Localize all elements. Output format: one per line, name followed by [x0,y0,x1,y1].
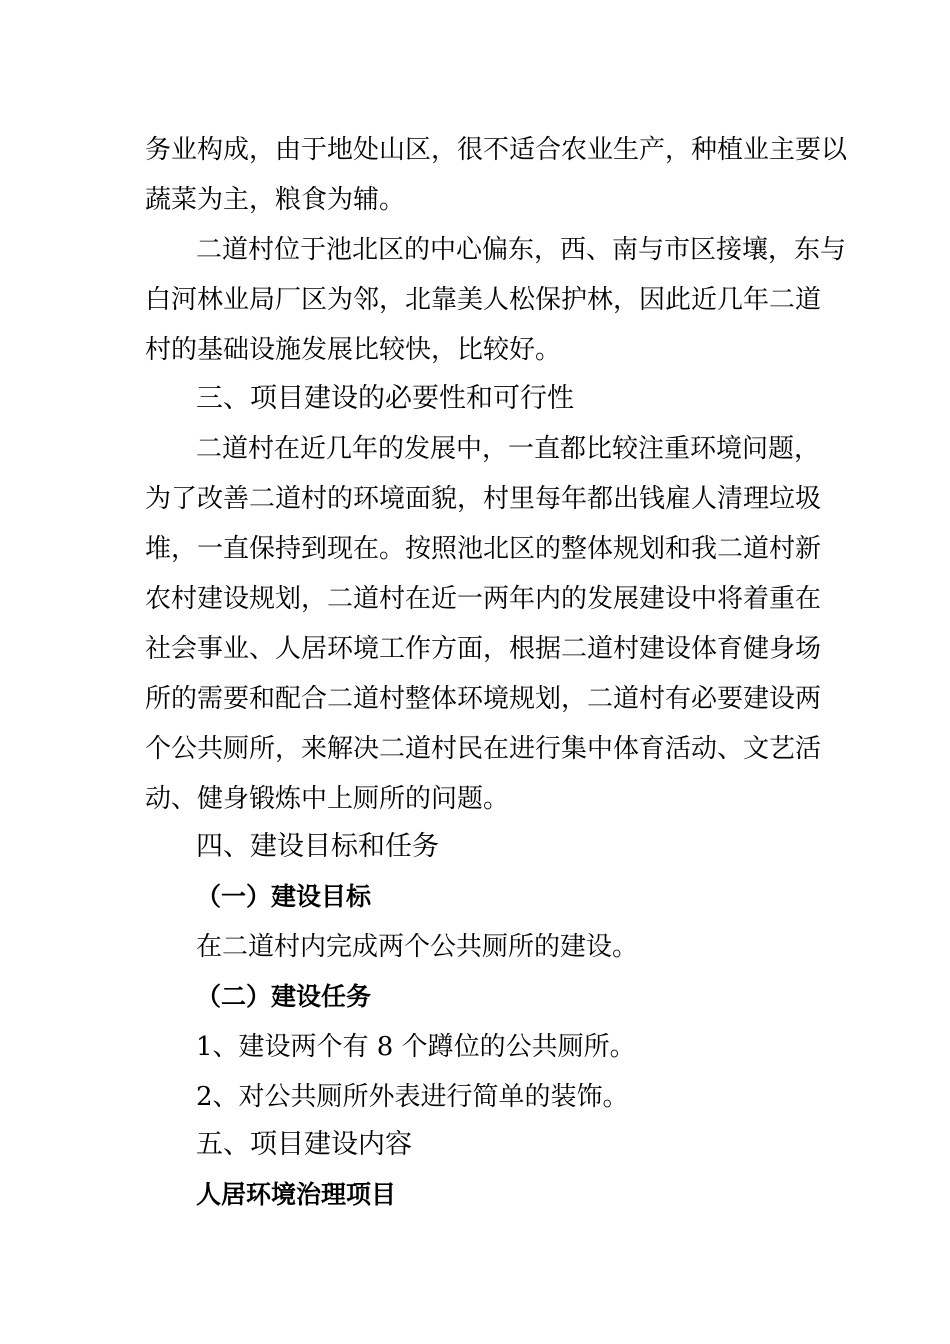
paragraph-line: 在二道村内完成两个公共厕所的建设。 [196,932,639,962]
paragraph-line: 所的需要和配合二道村整体环境规划，二道村有必要建设两 [145,684,822,714]
section-heading: 四、建设目标和任务 [196,831,439,862]
paragraph-line: 动、健身锻炼中上厕所的问题。 [145,784,510,814]
list-item: 1、建设两个有 8 个蹲位的公共厕所。 [196,1032,636,1062]
paragraph-line: 个公共厕所，来解决二道村民在进行集中体育活动、文艺活 [145,734,822,764]
paragraph-line: 二道村在近几年的发展中，一直都比较注重环境问题， [196,434,821,464]
paragraph-line: 二道村位于池北区的中心偏东，西、南与市区接壤，东与 [196,235,847,265]
paragraph-line: 务业构成，由于地处山区，很不适合农业生产，种植业主要以 [145,135,848,165]
list-item: 2、对公共厕所外表进行简单的装饰。 [196,1082,629,1112]
section-heading: 五、项目建设内容 [196,1129,412,1160]
paragraph-line: 堆，一直保持到现在。按照池北区的整体规划和我二道村新 [145,534,822,564]
subsection-heading: （二）建设任务 [196,982,372,1011]
paragraph-line: 蔬菜为主，粮食为辅。 [145,185,406,215]
section-heading: 三、项目建设的必要性和可行性 [196,383,574,414]
subsection-heading: 人居环境治理项目 [196,1180,397,1209]
paragraph-line: 社会事业、人居环境工作方面，根据二道村建设体育健身场 [145,634,822,664]
paragraph-line: 村的基础设施发展比较快，比较好。 [145,335,562,365]
subsection-heading: （一）建设目标 [196,882,372,911]
paragraph-line: 为了改善二道村的环境面貌，村里每年都出钱雇人清理垃圾 [145,484,822,514]
paragraph-line: 农村建设规划，二道村在近一两年内的发展建设中将着重在 [145,584,822,614]
paragraph-line: 白河林业局厂区为邻，北靠美人松保护林，因此近几年二道 [145,285,822,315]
